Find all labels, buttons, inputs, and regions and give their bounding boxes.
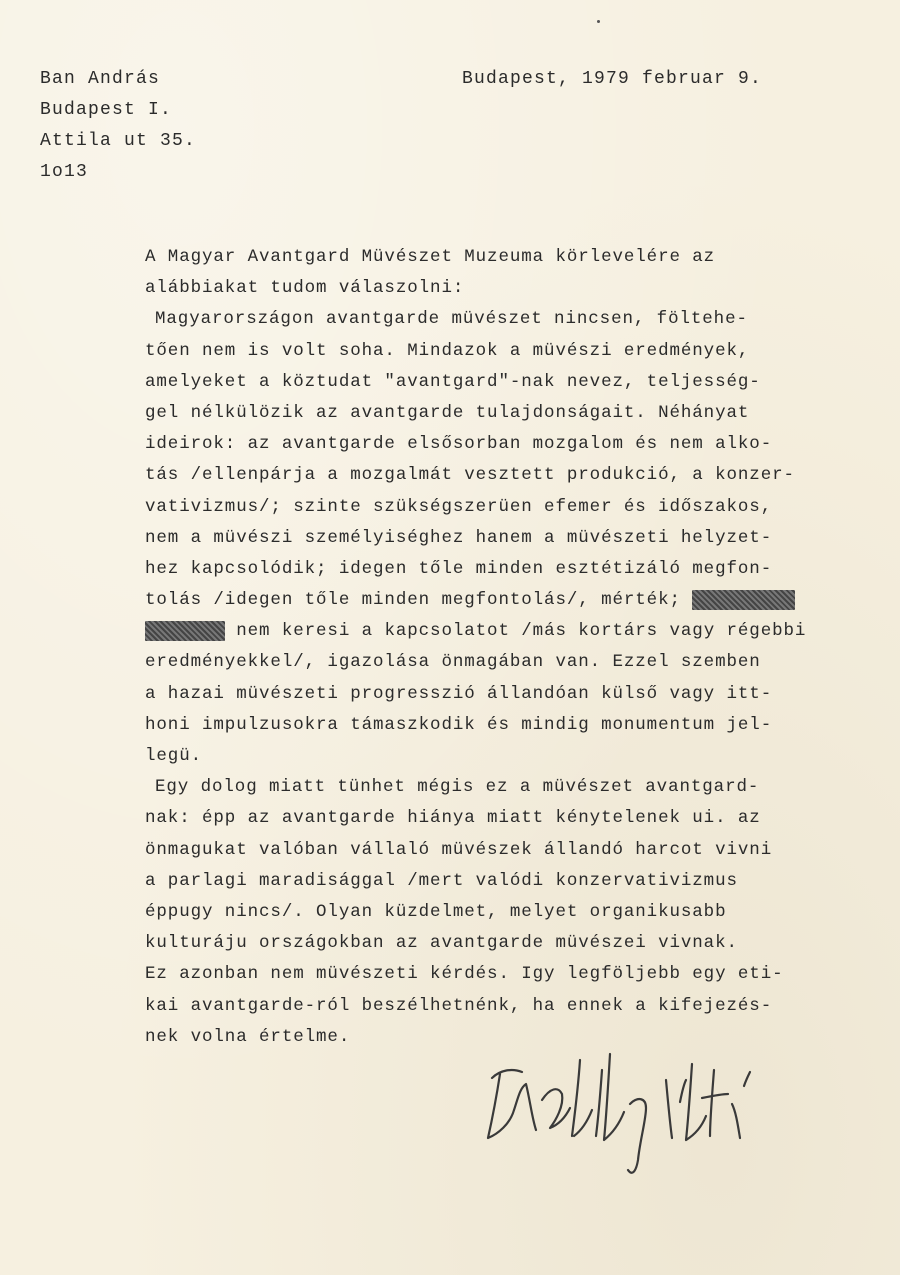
handwritten-signature [470,1040,870,1180]
sender-city: Budapest I. [40,100,173,120]
body-line-text: tolás /idegen tőle minden megfontolás/, mérték; [145,590,681,611]
body-line: a parlagi maradisággal /mert valódi konzervativizmus [145,870,738,891]
body-line: eredményekkel/, igazolása önmagában van. Ezzel szemben [145,652,761,673]
body-line-with-strikeout [145,616,807,647]
body-line: alábbiakat tudom válaszolni: [145,278,465,299]
body-line: tás /ellenpárja a mozgalmát vesztett produkció, a konzer- [145,465,795,486]
body-line: kulturáju országokban az avantgarde müvészei vivnak. [145,933,738,954]
body-line: hez kapcsolódik; idegen tőle minden esztétizáló megfon- [145,558,773,579]
sender-street: Attila ut 35. [40,131,197,151]
sender-name: Ban András [40,69,161,89]
body-line: ideirok: az avantgarde elsősorban mozgalom és nem alko- [145,434,773,455]
body-line: nem a müvészi személyiséghez hanem a müvészeti helyzet- [145,527,773,548]
body-line: Ez azonban nem müvészeti kérdés. Igy legföljebb egy eti- [145,964,784,985]
sender-address-block [40,64,196,188]
body-line-text: nem keresi a kapcsolatot /más kortárs vagy régebbi [236,621,807,642]
body-line: Magyarországon avantgarde müvészet nincsen, föltehe- [155,309,748,330]
body-line-with-strikeout [145,585,785,616]
body-line: a hazai müvészeti progresszió állandóan külső vagy itt- [145,683,773,704]
body-line: honi impulzusokra támaszkodik és mindig monumentum jel- [145,714,773,735]
body-line: Egy dolog miatt tünhet mégis ez a müvészet avantgard- [155,777,760,798]
struck-out-word [692,590,795,610]
sender-postal-code: 1o13 [40,162,89,182]
body-line: amelyeket a köztudat "avantgard"-nak nevez, teljesség- [145,371,761,392]
body-line: legü. [145,746,203,766]
body-line: A Magyar Avantgard Müvészet Muzeuma körlevelére az [145,247,716,267]
date-line: Budapest, 1979 februar 9. [462,69,763,89]
body-line: tően nem is volt soha. Mindazok a müvészi eredmények, [145,340,750,361]
letter-body [145,242,807,1053]
body-line: kai avantgarde-ról beszélhetnénk, ha ennek a kifejezés- [145,995,773,1016]
body-line: gel nélkülözik az avantgarde tulajdonságait. Néhányat [145,402,750,423]
body-line: nak: épp az avantgarde hiánya miatt kénytelenek ui. az [145,808,761,829]
body-line: önmagukat valóban vállaló müvészek állandó harcot vivni [145,839,773,860]
body-line: nek volna értelme. [145,1026,351,1047]
body-line: vativizmus/; szinte szükségszerüen efemer és időszakos, [145,496,773,517]
struck-out-word [145,621,225,641]
ink-speck [597,20,600,23]
body-line: éppugy nincs/. Olyan küzdelmet, melyet organikusabb [145,901,727,922]
